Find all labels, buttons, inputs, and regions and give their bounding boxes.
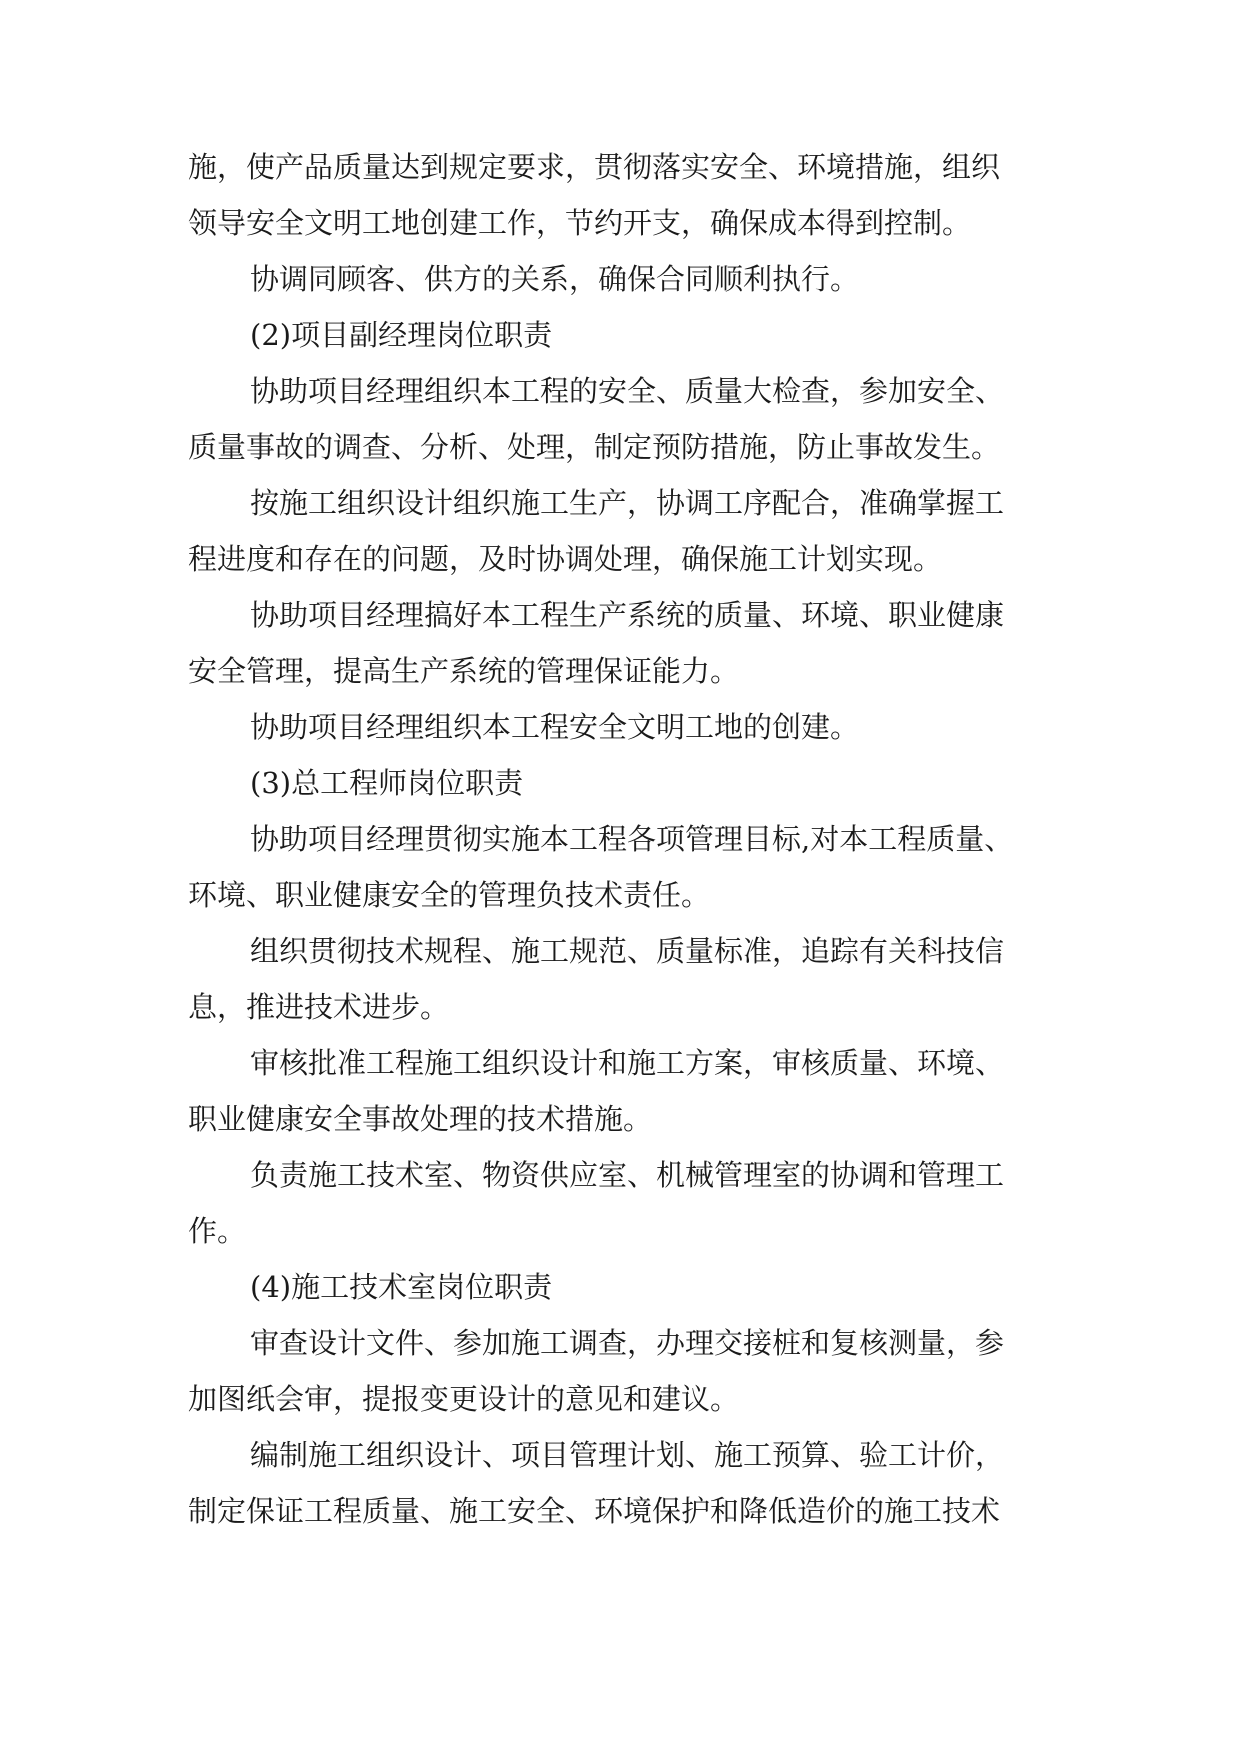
section-heading: (4)施工技术室岗位职责 [250,1270,553,1304]
text-line: 程进度和存在的问题，及时协调处理，确保施工计划实现。 [188,542,943,576]
section-heading: (3)总工程师岗位职责 [250,766,524,800]
section-heading: (2)项目副经理岗位职责 [250,318,553,352]
text-line: 负责施工技术室、物资供应室、机械管理室的协调和管理工 [250,1158,1005,1192]
text-line: 安全管理，提高生产系统的管理保证能力。 [188,654,740,688]
text-line: 施，使产品质量达到规定要求，贯彻落实安全、环境措施，组织 [188,150,1001,184]
text-line: 审核批准工程施工组织设计和施工方案，审核质量、环境、 [250,1046,1005,1080]
text-line: 制定保证工程质量、施工安全、环境保护和降低造价的施工技术 [188,1494,1001,1528]
text-line: 加图纸会审，提报变更设计的意见和建议。 [188,1382,740,1416]
text-line: 领导安全文明工地创建工作，节约开支，确保成本得到控制。 [188,206,972,240]
text-line: 质量事故的调查、分析、处理，制定预防措施，防止事故发生。 [188,430,1001,464]
text-line: 环境、职业健康安全的管理负技术责任。 [188,878,711,912]
text-line: 审查设计文件、参加施工调查，办理交接桩和复核测量，参 [250,1326,1005,1360]
text-line: 按施工组织设计组织施工生产，协调工序配合，准确掌握工 [250,486,1005,520]
text-line: 协助项目经理组织本工程安全文明工地的创建。 [250,710,860,744]
text-line: 作。 [188,1214,247,1248]
text-line: 协助项目经理贯彻实施本工程各项管理目标,对本工程质量、 [250,822,1014,856]
text-line: 协调同顾客、供方的关系，确保合同顺利执行。 [250,262,860,296]
text-line: 协助项目经理搞好本工程生产系统的质量、环境、职业健康 [250,598,1005,632]
text-line: 编制施工组织设计、项目管理计划、施工预算、验工计价， [250,1438,1005,1472]
text-line: 职业健康安全事故处理的技术措施。 [188,1102,653,1136]
text-line: 协助项目经理组织本工程的安全、质量大检查，参加安全、 [250,374,1005,408]
text-line: 息，推进技术进步。 [188,990,450,1024]
text-line: 组织贯彻技术规程、施工规范、质量标准，追踪有关科技信 [250,934,1005,968]
